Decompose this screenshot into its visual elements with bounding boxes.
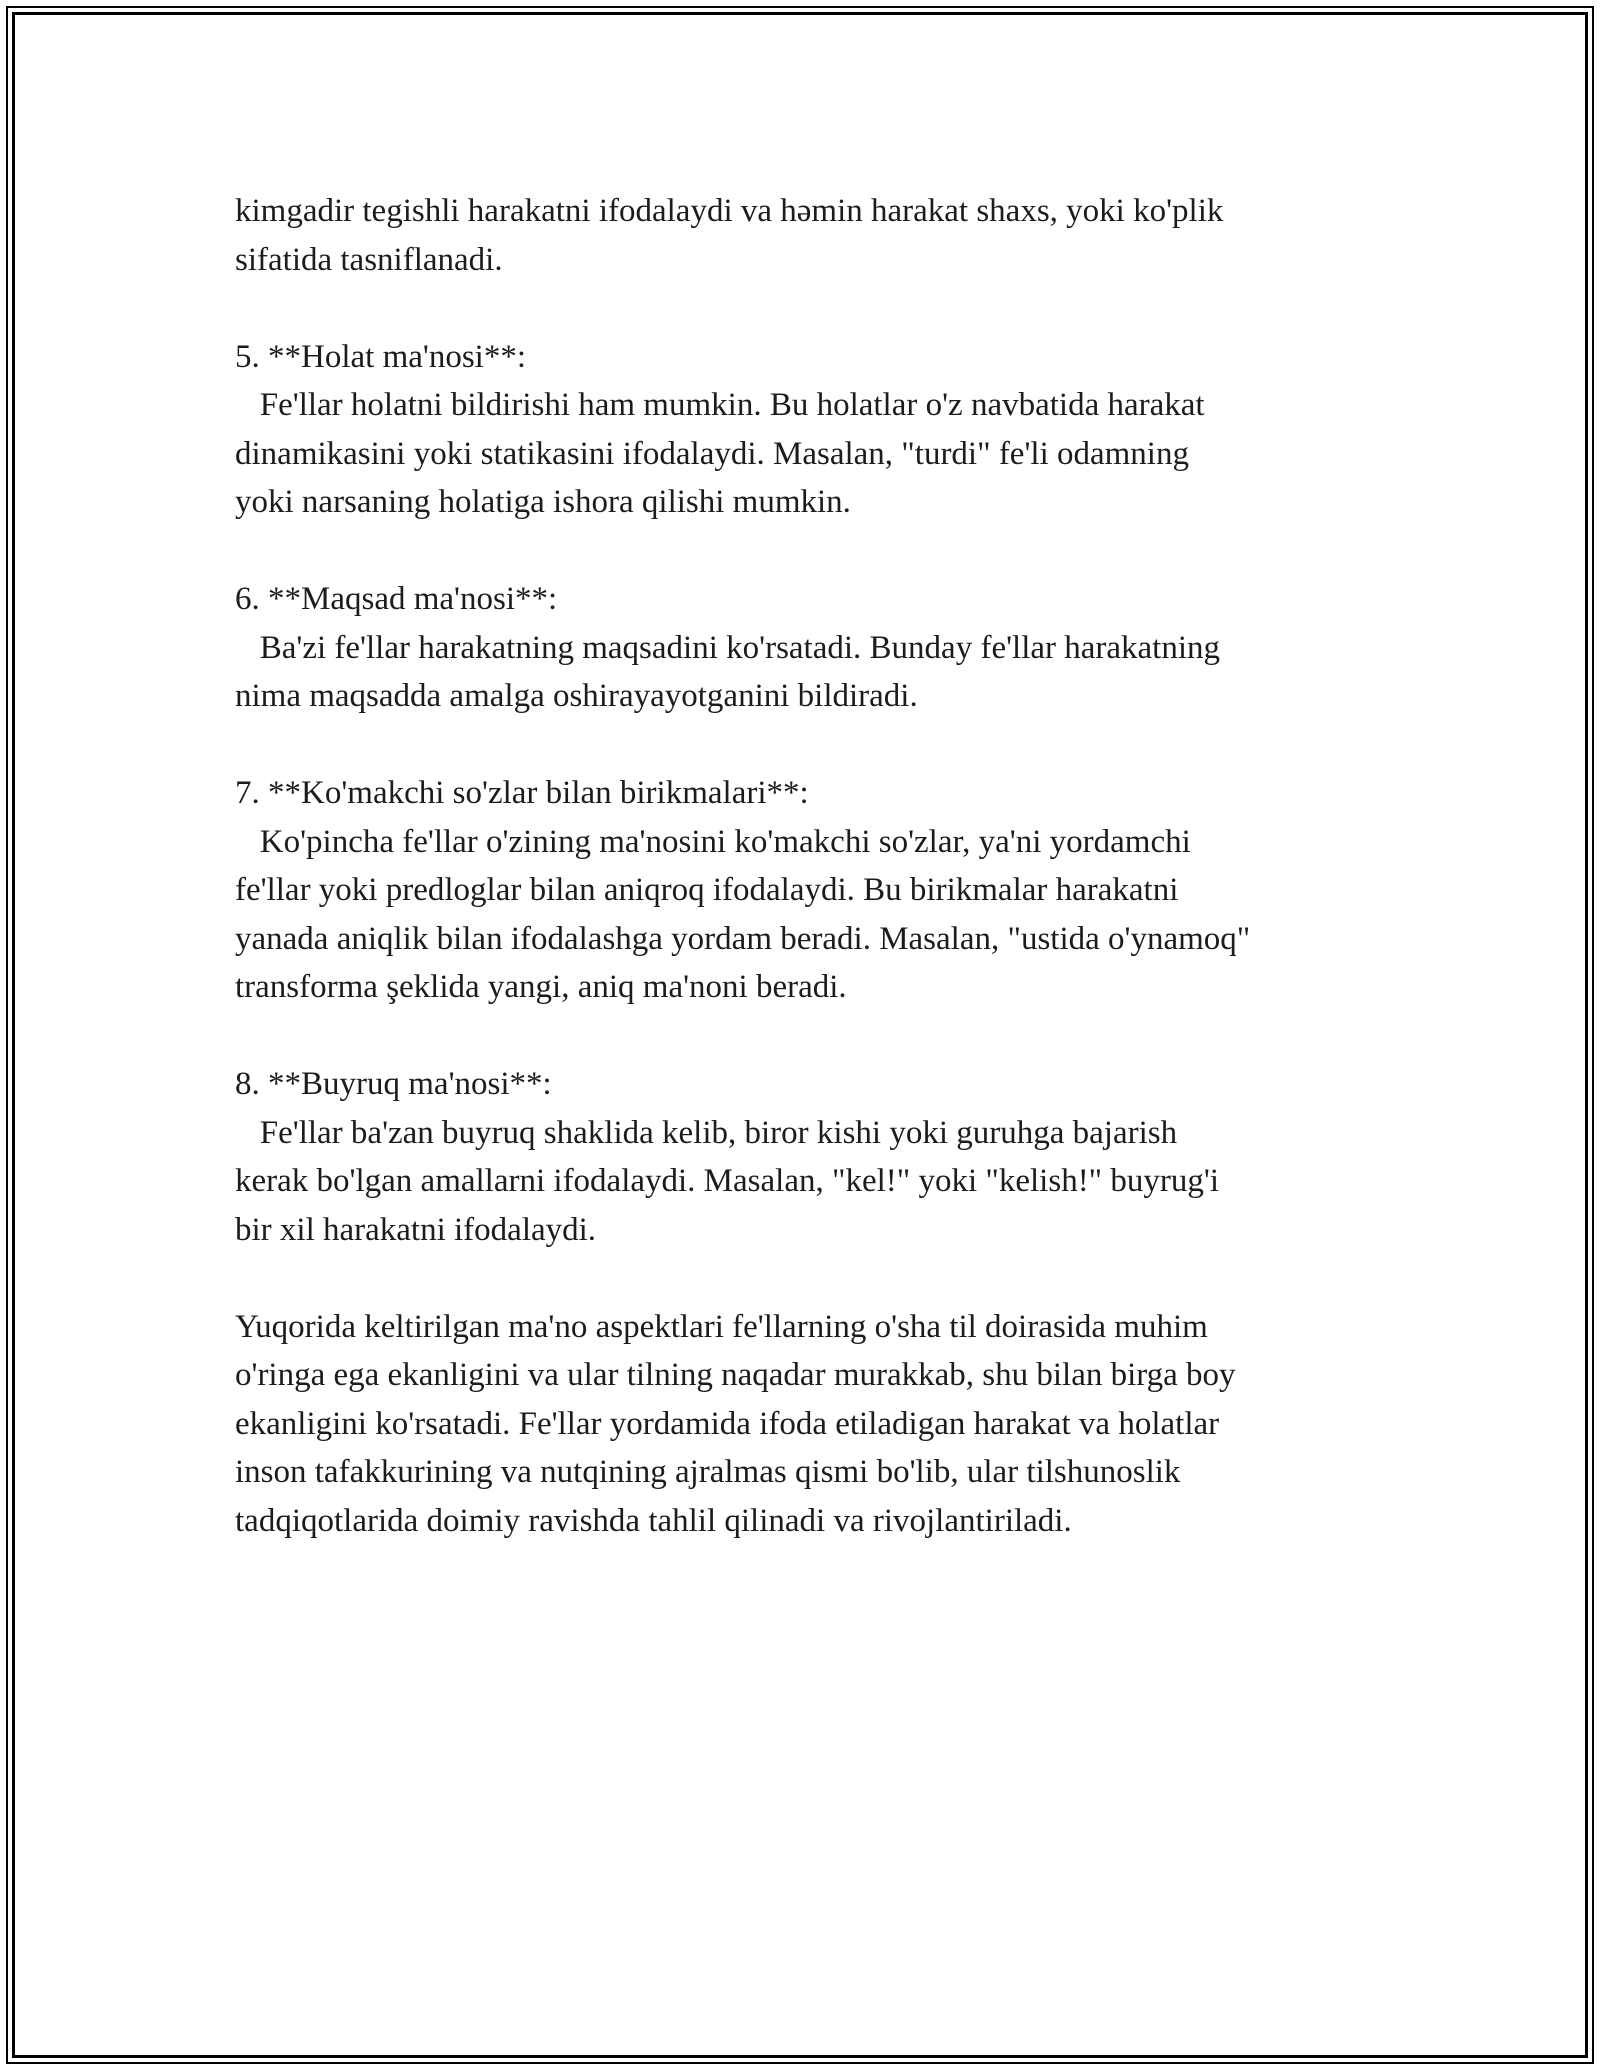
paragraph-line: Yuqorida keltirilgan ma'no aspektlari fe'llarning o'sha til doirasida muhim (235, 1308, 1208, 1345)
paragraph-line: bir xil harakatni ifodalaydi. (235, 1211, 597, 1248)
paragraph-gap (235, 721, 1375, 770)
paragraph-gap (235, 527, 1375, 576)
paragraph-line: inson tafakkurining va nutqining ajralmas qismi bo'lib, ular tilshunoslik (235, 1454, 1181, 1490)
paragraph-line: ekanligini ko'rsatadi. Fe'llar yordamida ifoda etiladigan harakat va holatlar (235, 1405, 1220, 1442)
paragraph-line: kerak bo'lgan amallarni ifodalaydi. Masalan, "kel!" yoki "kelish!" buyrug'i (235, 1163, 1220, 1199)
paragraph-line: fe'llar yoki predloglar bilan aniqroq ifodalaydi. Bu birikmalar harakatni (235, 872, 1179, 908)
paragraph-line: Ba'zi fe'llar harakatning maqsadini ko'rsatadi. Bunday fe'llar harakatning (235, 629, 1221, 666)
paragraph-gap (235, 1254, 1375, 1303)
paragraph-line: dinamikasini yoki statikasini ifodalaydi. Masalan, "turdi" fe'li odamning (235, 435, 1189, 472)
paragraph-line: yoki narsaning holatiga ishora qilishi mumkin. (235, 484, 851, 520)
paragraph-gap (235, 1012, 1375, 1061)
paragraph-line: transforma şeklida yangi, aniq ma'noni beradi. (235, 969, 847, 1005)
paragraph-line: tadqiqotlarida doimiy ravishda tahlil qilinadi va rivojlantiriladi. (235, 1502, 1072, 1539)
document-body (235, 187, 1375, 1545)
paragraph-line: yanada aniqlik bilan ifodalashga yordam beradi. Masalan, "ustida o'ynamoq" (235, 920, 1251, 957)
paragraph-line: nima maqsadda amalga oshirayayotganini bildiradi. (235, 678, 918, 714)
section-heading: 6. **Maqsad ma'nosi**: (235, 581, 558, 617)
section-heading: 7. **Ko'makchi so'zlar bilan birikmalari**: (235, 775, 809, 811)
paragraph-line: kimgadir tegishli harakatni ifodalaydi va həmin harakat shaxs, yoki ko'plik (235, 193, 1224, 229)
paragraph-gap (235, 284, 1375, 333)
paragraph-line: o'ringa ega ekanligini va ular tilning naqadar murakkab, shu bilan birga boy (235, 1357, 1236, 1393)
paragraph-line: sifatida tasniflanadi. (235, 241, 503, 278)
section-heading: 5. **Holat ma'nosi**: (235, 338, 527, 375)
paragraph-line: Ko'pincha fe'llar o'zining ma'nosini ko'makchi so'zlar, ya'ni yordamchi (235, 823, 1191, 860)
paragraph-line: Fe'llar holatni bildirishi ham mumkin. Bu holatlar o'z navbatida harakat (235, 387, 1205, 423)
section-heading: 8. **Buyruq ma'nosi**: (235, 1066, 552, 1102)
paragraph-line: Fe'llar ba'zan buyruq shaklida kelib, biror kishi yoki guruhga bajarish (235, 1114, 1178, 1151)
